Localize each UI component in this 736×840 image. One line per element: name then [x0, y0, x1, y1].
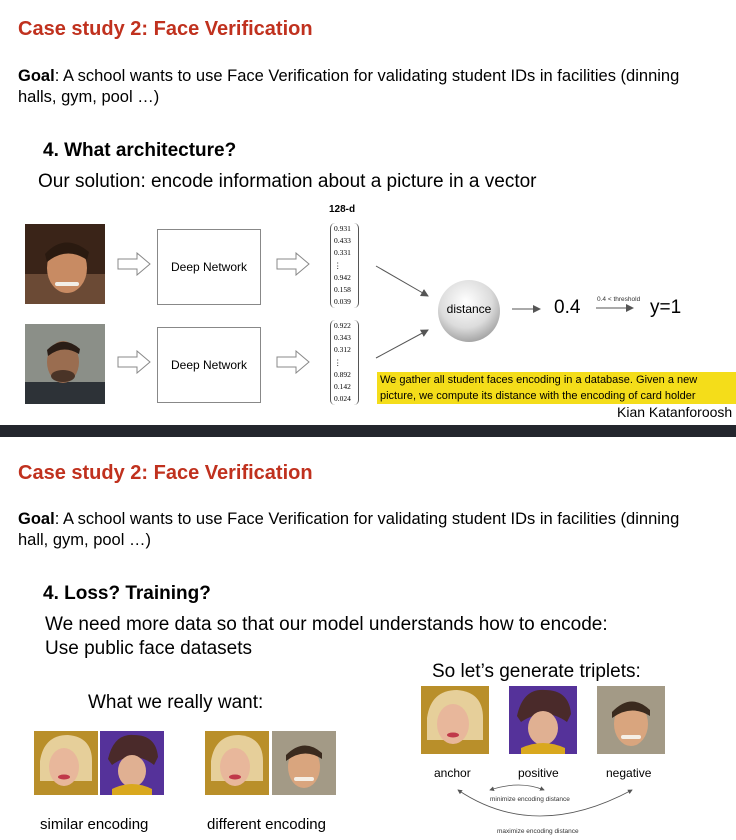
triplet-distance-arrows	[0, 780, 736, 840]
deep-network-label: Deep Network	[170, 260, 248, 274]
verification-result: y=1	[650, 297, 682, 318]
minimize-distance-label: minimize encoding distance	[490, 796, 570, 803]
vector-ellipsis: ⋮	[334, 260, 342, 270]
anchor-label: anchor	[434, 766, 471, 780]
vector-value: 0.922	[334, 321, 351, 330]
slide2-question: 4. Loss? Training?	[43, 583, 211, 604]
slide1-title: Case study 2: Face Verification	[18, 18, 313, 40]
slide2-goal	[18, 509, 708, 551]
vector-value: 0.039	[334, 297, 351, 307]
triplet-negative-photo	[597, 686, 665, 754]
vector-value: 0.942	[334, 272, 351, 282]
distance-label: distance	[446, 302, 492, 316]
triplet-anchor-photo	[421, 686, 489, 754]
vector-value: 0.024	[334, 394, 351, 404]
note-highlight	[377, 372, 736, 404]
distance-value: 0.4	[554, 297, 581, 318]
note-line-1: We gather all student faces encoding in a database. Given a new	[380, 374, 698, 386]
want-title: What we really want:	[88, 692, 264, 713]
dimension-label: 128-d	[329, 204, 356, 215]
slide2-line2: Use public face datasets	[45, 638, 253, 659]
goal-label: Goal	[18, 67, 55, 85]
triplets-title: So let’s generate triplets:	[432, 661, 641, 682]
positive-label: positive	[518, 766, 559, 780]
note-line-2: picture, we compute its distance with the encoding of card holder	[380, 390, 696, 402]
slide-divider	[0, 425, 736, 437]
deep-network-label: Deep Network	[170, 358, 248, 372]
vector-value: 0.158	[334, 284, 351, 294]
similar-encoding-label: similar encoding	[40, 816, 149, 833]
slide1-solution: Our solution: encode information about a picture in a vector	[38, 171, 537, 192]
different-encoding-label: different encoding	[207, 816, 326, 833]
vector-value: 0.892	[334, 369, 351, 379]
maximize-distance-label: maximize encoding distance	[497, 828, 579, 835]
triplet-positive-photo	[509, 686, 577, 754]
slide1-question: 4. What architecture?	[43, 140, 237, 161]
goal-text: : A school wants to use Face Verification for validating student IDs in facilities (dinning halls, gym, pool …)	[18, 67, 680, 106]
vector-ellipsis: ⋮	[334, 357, 342, 367]
goal-text: : A school wants to use Face Verification for validating student IDs in facilities (dinning hall, gym, pool …)	[18, 510, 680, 549]
negative-label: negative	[606, 766, 652, 780]
threshold-label: 0.4 < threshold	[597, 296, 641, 303]
vector-value: 0.331	[334, 248, 351, 258]
vector-value: 0.433	[334, 236, 351, 246]
slide2-line1: We need more data so that our model understands how to encode:	[45, 614, 608, 635]
author-name: Kian Katanforoosh	[617, 404, 733, 420]
goal-label: Goal	[18, 510, 55, 528]
vector-value: 0.312	[334, 345, 351, 355]
vector-value: 0.142	[334, 381, 351, 391]
vector-value: 0.343	[334, 333, 351, 343]
vector-value: 0.931	[334, 224, 351, 233]
slide2-title: Case study 2: Face Verification	[18, 462, 313, 484]
